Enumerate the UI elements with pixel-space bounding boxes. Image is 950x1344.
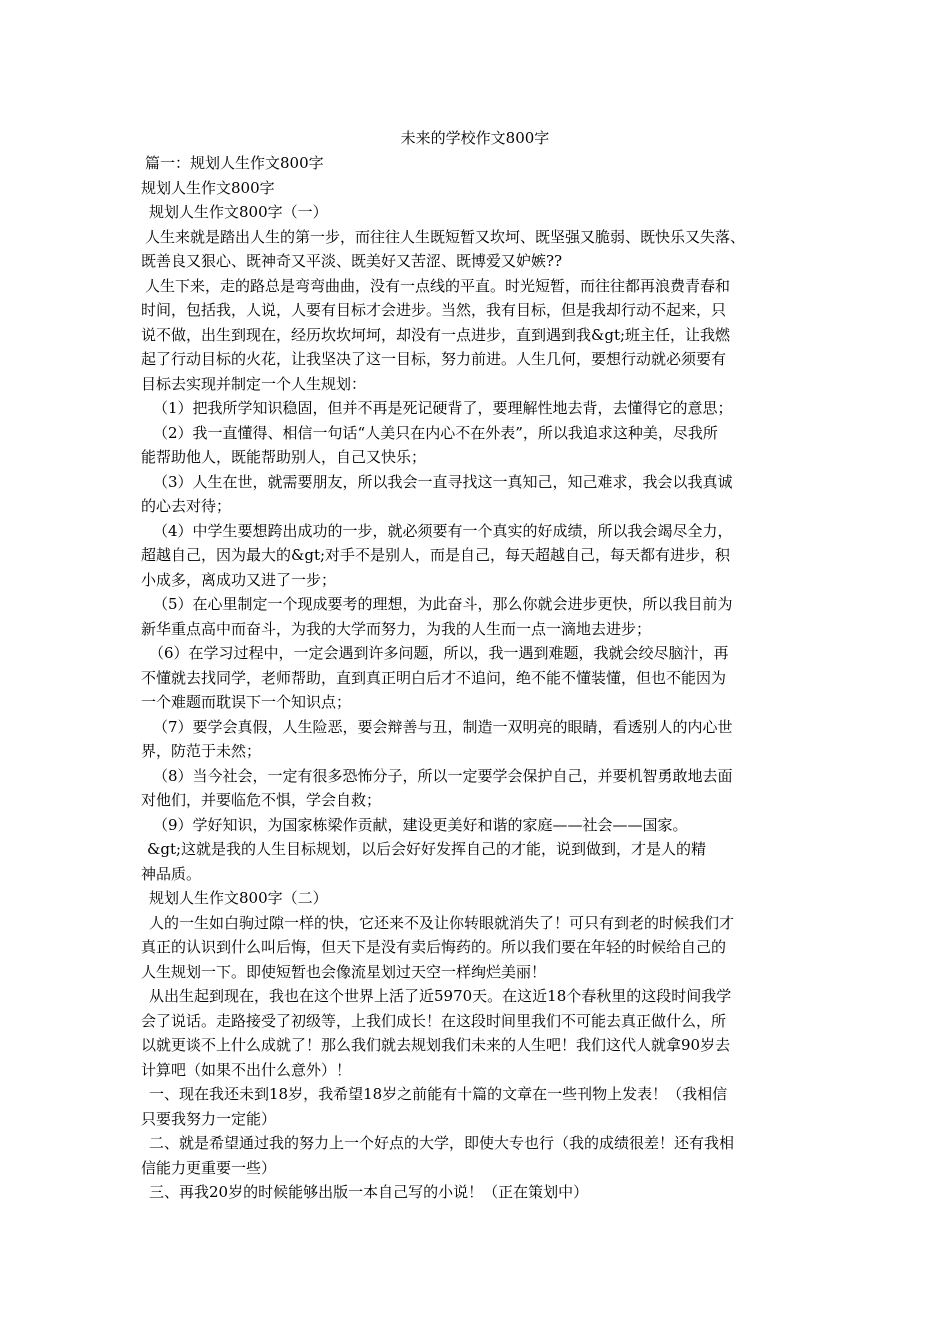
paragraph-line: 既善良又狠心、既神奇又平淡、既美好又苦涩、既博爱又妒嫉?? xyxy=(141,252,563,270)
paragraph-line: 时间，包括我，人说，人要有目标才会进步。当然，我有目标，但是我却行动不起来，只 xyxy=(141,301,727,319)
list-item-line: 的心去对待； xyxy=(141,497,232,515)
paragraph-line: 说不做，出生到现在，经历坎坎坷坷，却没有一点进步，直到遇到我&gt;班主任，让我燃 xyxy=(141,325,731,344)
list-item-line: 界，防范于未然； xyxy=(141,742,262,760)
list-item-line: （2）我一直懂得、相信一句话“人美只在内心不在外表”，所以我追求这种美，尽我所 xyxy=(153,423,718,442)
paragraph-line: 以就更谈不上什么成就了！那么我们就去规划我们未来的人生吧！我们这代人就拿90岁去 xyxy=(141,1036,731,1054)
paragraph-line: 人的一生如白驹过隙一样的快，它还来不及让你转眼就消失了！可只有到老的时候我们才 xyxy=(149,913,735,932)
list-item-line: 只要我努力一定能） xyxy=(141,1109,277,1128)
list-item-line: 信能力更重要一些） xyxy=(141,1158,277,1177)
paragraph-line: 真正的认识到什么叫后悔，但天下是没有卖后悔药的。所以我们要在年轻的时候给自己的 xyxy=(141,938,727,956)
list-item-line: 一个难题而耽误下一个知识点； xyxy=(141,693,352,711)
list-item-line: 小成多，离成功又进了一步； xyxy=(141,570,337,589)
section-heading: 规划人生作文800字（二） xyxy=(149,889,328,907)
list-item-line: 一、现在我还未到18岁，我希望18岁之前能有十篇的文章在一些刊物上发表！（我相信 xyxy=(149,1085,728,1103)
paragraph-line: 目标去实现并制定一个人生规划： xyxy=(141,374,367,393)
paragraph-line: 神品质。 xyxy=(141,864,202,883)
paragraph-line: 从出生起到现在，我也在这个世界上活了近5970天。在这近18个春秋里的这段时间我学 xyxy=(149,987,732,1005)
list-item-line: （7）要学会真假，人生险恶，要会辩善与丑，制造一双明亮的眼睛，看透别人的内心世 xyxy=(153,717,733,736)
paragraph-line: 人生规划一下。即使短暂也会像流星划过天空一样绚烂美丽！ xyxy=(141,962,547,981)
paragraph-line: 人生下来，走的路总是弯弯曲曲，没有一点线的平直。时光短暂，而往往都再浪费青春和 xyxy=(145,276,731,295)
list-item-line: （9）学好知识，为国家栋梁作贡献，建设更美好和谐的家庭——社会——国家。 xyxy=(153,815,688,834)
list-item-line: 能帮助他人，既能帮助别人，自己又快乐； xyxy=(141,448,427,466)
document-title: 未来的学校作文800字 xyxy=(400,129,550,147)
list-item-line: 不懂就去找同学，老师帮助，直到真正明白后才不追问，绝不能不懂装懂，但也不能因为 xyxy=(141,668,727,687)
section-heading: 规划人生作文800字 xyxy=(141,178,275,197)
paragraph-line: 会了说话。走路接受了初级等，上我们成长！在这段时间里我们不可能去真正做什么，所 xyxy=(141,1011,727,1030)
list-item-line: 新华重点高中而奋斗，为我的大学而努力，为我的人生而一点一滴地去进步； xyxy=(141,619,652,638)
list-item-line: （3）人生在世，就需要朋友，所以我会一直寻找这一真知己，知己难求，我会以我真诚 xyxy=(153,472,733,491)
list-item-line: （4）中学生要想跨出成功的一步，就必须要有一个真实的好成绩，所以我会竭尽全力， xyxy=(153,521,733,540)
list-item-line: （8）当今社会，一定有很多恐怖分子，所以一定要学会保护自己，并要机智勇敢地去面 xyxy=(153,766,733,785)
list-item-line: 三、再我20岁的时候能够出版一本自己写的小说！（正在策划中） xyxy=(149,1183,589,1201)
section-heading: 篇一：规划人生作文800字 xyxy=(145,154,324,172)
document-body xyxy=(141,151,821,1205)
paragraph-line: 人生来就是踏出人生的第一步，而往往人生既短暂又坎坷、既坚强又脆弱、既快乐又失落、 xyxy=(145,227,746,246)
paragraph-line: 起了行动目标的火花，让我坚决了这一目标，努力前进。人生几何，要想行动就必须要有 xyxy=(141,350,727,368)
list-item-line: 对他们，并要临危不惧，学会自救； xyxy=(141,791,382,809)
list-item-line: （5）在心里制定一个现成要考的理想，为此奋斗，那么你就会进步更快，所以我目前为 xyxy=(153,595,733,613)
list-item-line: 超越自己，因为最大的&gt;对手不是别人，而是自己，每天超越自己，每天都有进步，积 xyxy=(141,546,731,564)
paragraph-line: &gt;这就是我的人生目标规划，以后会好好发挥自己的才能，说到做到，才是人的精 xyxy=(147,840,707,858)
section-heading: 规划人生作文800字（一） xyxy=(149,203,328,221)
list-item-line: （6）在学习过程中，一定会遇到许多问题，所以，我一遇到难题，我就会绞尽脑汁，再 xyxy=(149,644,729,662)
list-item-line: （1）把我所学知识稳固，但并不再是死记硬背了，要理解性地去背，去懂得它的意思； xyxy=(153,399,733,417)
paragraph-line: 计算吧（如果不出什么意外）！ xyxy=(141,1060,352,1079)
list-item-line: 二、就是希望通过我的努力上一个好点的大学，即使大专也行（我的成绩很差！还有我相 xyxy=(149,1134,735,1152)
